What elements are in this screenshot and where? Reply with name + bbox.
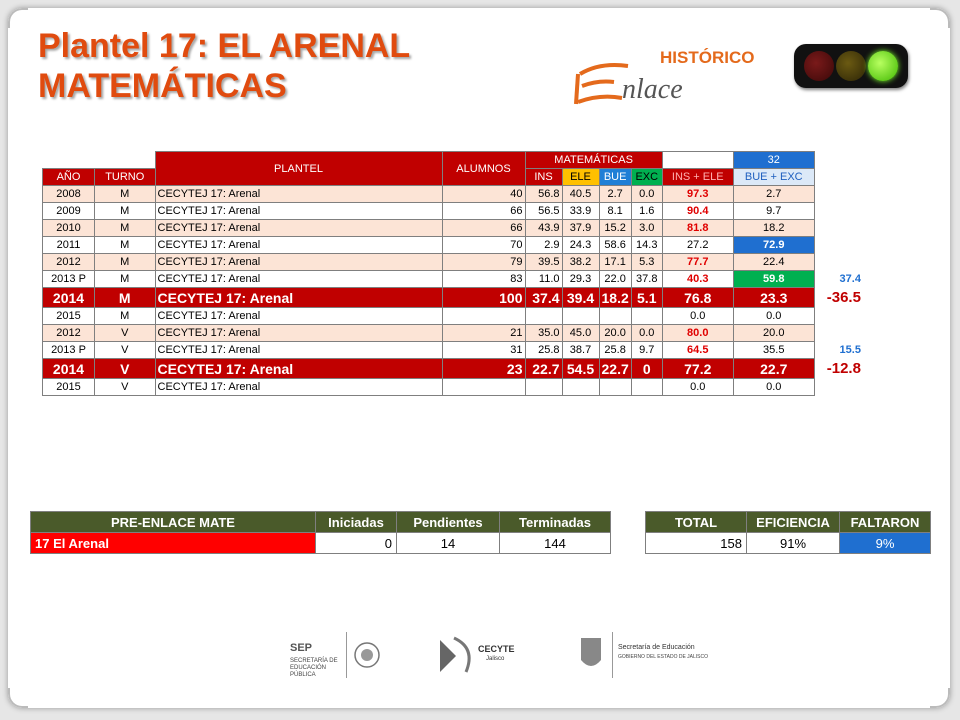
alumnos-cell: 23 (442, 359, 525, 379)
difference-cell (814, 379, 863, 396)
anio-cell: 2009 (43, 203, 95, 220)
ins-cell: 11.0 (525, 271, 562, 288)
secretaria-logo-text: Secretaría de Educación (618, 644, 695, 651)
ins-ele-cell: 97.3 (662, 186, 733, 203)
mexico-seal-icon (352, 628, 382, 682)
exc-cell: 37.8 (631, 271, 662, 288)
pre-iniciadas: 0 (316, 533, 397, 554)
ins-cell: 56.5 (525, 203, 562, 220)
corner-frame (930, 8, 950, 28)
bue-cell: 22.7 (599, 359, 631, 379)
page-title (38, 26, 410, 106)
bue-exc-cell: 72.9 (733, 237, 814, 254)
turno-cell: M (95, 186, 156, 203)
red-light-icon (804, 51, 834, 81)
alumnos-cell (442, 379, 525, 396)
ins-cell: 37.4 (525, 288, 562, 308)
anio-cell: 2013 P (43, 271, 95, 288)
ele-cell: 37.9 (562, 220, 599, 237)
title-line-1: Plantel 17: EL ARENAL (38, 27, 411, 65)
header-number: 32 (733, 152, 814, 169)
table-row (43, 359, 864, 379)
exc-cell: 5.1 (631, 288, 662, 308)
ins-ele-cell: 27.2 (662, 237, 733, 254)
alumnos-cell: 31 (442, 342, 525, 359)
difference-cell: -12.8 (826, 360, 861, 377)
header-exc: EXC (631, 169, 662, 186)
turno-cell: V (95, 342, 156, 359)
pre-gap (611, 512, 646, 533)
ins-cell: 39.5 (525, 254, 562, 271)
ins-ele-cell: 76.8 (662, 288, 733, 308)
bue-exc-cell: 22.4 (733, 254, 814, 271)
alumnos-cell: 100 (442, 288, 525, 308)
cecyte-logo-text: CECYTE (478, 644, 515, 654)
pre-name: 17 El Arenal (31, 533, 316, 554)
pre-header-eficiencia: EFICIENCIA (747, 512, 840, 533)
difference-cell: -36.5 (826, 289, 861, 306)
corner-frame (930, 688, 950, 708)
header-ins-ele: INS + ELE (662, 169, 733, 186)
bue-cell: 17.1 (599, 254, 631, 271)
bue-cell: 2.7 (599, 186, 631, 203)
bue-exc-cell: 0.0 (733, 379, 814, 396)
exc-cell: 1.6 (631, 203, 662, 220)
difference-cell (814, 308, 863, 325)
difference-cell (814, 254, 863, 271)
plantel-cell: CECYTEJ 17: Arenal (155, 379, 442, 396)
bue-cell: 18.2 (599, 288, 631, 308)
ins-ele-cell: 80.0 (662, 325, 733, 342)
bue-cell: 58.6 (599, 237, 631, 254)
enlace-logo (570, 54, 720, 118)
pre-header-faltaron: FALTARON (840, 512, 931, 533)
header-ins: INS (525, 169, 562, 186)
ins-ele-cell: 64.5 (662, 342, 733, 359)
exc-cell: 0.0 (631, 186, 662, 203)
ins-ele-cell: 81.8 (662, 220, 733, 237)
historico-label: HISTÓRICO (660, 48, 755, 67)
sep-logo-text: SEP (290, 642, 313, 654)
cecyte-logo-subtext: Jalisco (486, 656, 505, 662)
ele-cell: 54.5 (562, 359, 599, 379)
ele-cell (562, 308, 599, 325)
header-bue: BUE (599, 169, 631, 186)
ele-cell: 38.2 (562, 254, 599, 271)
anio-cell: 2010 (43, 220, 95, 237)
bue-cell: 20.0 (599, 325, 631, 342)
anio-cell: 2012 (43, 254, 95, 271)
turno-cell: V (95, 379, 156, 396)
ele-cell: 33.9 (562, 203, 599, 220)
ins-cell: 22.7 (525, 359, 562, 379)
ins-ele-cell: 0.0 (662, 308, 733, 325)
ele-cell: 40.5 (562, 186, 599, 203)
table-row (43, 203, 864, 220)
green-light-icon (868, 51, 898, 81)
plantel-cell: CECYTEJ 17: Arenal (155, 237, 442, 254)
pre-total: 158 (646, 533, 747, 554)
ins-cell: 2.9 (525, 237, 562, 254)
ins-cell (525, 379, 562, 396)
alumnos-cell: 70 (442, 237, 525, 254)
historical-table (42, 151, 864, 396)
turno-cell: M (95, 203, 156, 220)
enlace-logo-text: nlace (622, 74, 683, 105)
anio-cell: 2013 P (43, 342, 95, 359)
table-row (43, 308, 864, 325)
table-row (43, 342, 864, 359)
header-turno: TURNO (95, 169, 156, 186)
exc-cell: 14.3 (631, 237, 662, 254)
bue-cell: 8.1 (599, 203, 631, 220)
plantel-cell: CECYTEJ 17: Arenal (155, 186, 442, 203)
ins-ele-cell: 77.2 (662, 359, 733, 379)
ele-cell: 39.4 (562, 288, 599, 308)
plantel-cell: CECYTEJ 17: Arenal (155, 359, 442, 379)
exc-cell: 9.7 (631, 342, 662, 359)
alumnos-cell (442, 308, 525, 325)
plantel-cell: CECYTEJ 17: Arenal (155, 288, 442, 308)
logo-divider (612, 632, 613, 678)
difference-cell (814, 237, 863, 254)
table-row (43, 379, 864, 396)
historical-table-body (43, 186, 864, 396)
ins-cell (525, 308, 562, 325)
table-row (43, 237, 864, 254)
ele-cell: 29.3 (562, 271, 599, 288)
header-plantel: PLANTEL (155, 152, 442, 186)
alumnos-cell: 79 (442, 254, 525, 271)
pre-enlace-table (30, 511, 931, 554)
table-row (43, 186, 864, 203)
table-row (43, 325, 864, 342)
ele-cell: 24.3 (562, 237, 599, 254)
difference-cell (814, 203, 863, 220)
ins-cell: 35.0 (525, 325, 562, 342)
bue-exc-cell: 9.7 (733, 203, 814, 220)
ele-cell (562, 379, 599, 396)
header-alumnos: ALUMNOS (442, 152, 525, 186)
bue-cell (599, 308, 631, 325)
bue-exc-cell: 20.0 (733, 325, 814, 342)
pre-faltaron: 9% (840, 533, 931, 554)
difference-cell (814, 186, 863, 203)
plantel-cell: CECYTEJ 17: Arenal (155, 271, 442, 288)
turno-cell: M (95, 220, 156, 237)
table-row (43, 254, 864, 271)
pre-header-terminadas: Terminadas (500, 512, 611, 533)
anio-cell: 2014 (43, 359, 95, 379)
alumnos-cell: 66 (442, 203, 525, 220)
ins-cell: 43.9 (525, 220, 562, 237)
yellow-light-icon (836, 51, 866, 81)
bue-cell (599, 379, 631, 396)
bue-cell: 22.0 (599, 271, 631, 288)
turno-cell: M (95, 254, 156, 271)
plantel-cell: CECYTEJ 17: Arenal (155, 203, 442, 220)
difference-cell (814, 220, 863, 237)
corner-frame (8, 8, 28, 28)
anio-cell: 2008 (43, 186, 95, 203)
plantel-cell: CECYTEJ 17: Arenal (155, 342, 442, 359)
pre-gap (611, 533, 646, 554)
anio-cell: 2012 (43, 325, 95, 342)
bue-exc-cell: 0.0 (733, 308, 814, 325)
anio-cell: 2015 (43, 379, 95, 396)
exc-cell: 3.0 (631, 220, 662, 237)
bue-exc-cell: 22.7 (733, 359, 814, 379)
title-line-2: MATEMÁTICAS (38, 67, 287, 105)
header-bue-exc: BUE + EXC (733, 169, 814, 186)
header-ele: ELE (562, 169, 599, 186)
ins-cell: 25.8 (525, 342, 562, 359)
pre-terminadas: 144 (500, 533, 611, 554)
bue-exc-cell: 2.7 (733, 186, 814, 203)
alumnos-cell: 40 (442, 186, 525, 203)
logo-divider (346, 632, 347, 678)
pre-header-iniciadas: Iniciadas (316, 512, 397, 533)
header-materia: MATEMÁTICAS (525, 152, 662, 169)
difference-cell: 37.4 (839, 273, 861, 285)
pre-header-pendientes: Pendientes (397, 512, 500, 533)
plantel-cell: CECYTEJ 17: Arenal (155, 254, 442, 271)
ins-ele-cell: 40.3 (662, 271, 733, 288)
table-row (43, 220, 864, 237)
header-blank (662, 152, 733, 169)
alumnos-cell: 83 (442, 271, 525, 288)
ele-cell: 38.7 (562, 342, 599, 359)
sep-logo-subtext: SECRETARÍA DE EDUCACIÓN PÚBLICA (290, 658, 338, 678)
plantel-cell: CECYTEJ 17: Arenal (155, 220, 442, 237)
pre-pendientes: 14 (397, 533, 500, 554)
table-row (43, 288, 864, 308)
turno-cell: V (95, 325, 156, 342)
ele-cell: 45.0 (562, 325, 599, 342)
bue-exc-cell: 35.5 (733, 342, 814, 359)
bue-exc-cell: 18.2 (733, 220, 814, 237)
jalisco-shield-icon (578, 628, 604, 682)
turno-cell: M (95, 308, 156, 325)
bue-cell: 15.2 (599, 220, 631, 237)
cecyte-emblem-icon (436, 628, 478, 682)
ins-ele-cell: 77.7 (662, 254, 733, 271)
header-anio: AÑO (43, 169, 95, 186)
turno-cell: M (95, 271, 156, 288)
difference-cell: 15.5 (839, 344, 861, 356)
alumnos-cell: 21 (442, 325, 525, 342)
turno-cell: M (95, 288, 156, 308)
traffic-light-icon (794, 44, 908, 88)
pre-eficiencia: 91% (747, 533, 840, 554)
exc-cell (631, 308, 662, 325)
footer-logos (288, 628, 718, 682)
turno-cell: V (95, 359, 156, 379)
table-row (43, 271, 864, 288)
plantel-cell: CECYTEJ 17: Arenal (155, 308, 442, 325)
exc-cell: 5.3 (631, 254, 662, 271)
corner-frame (8, 688, 28, 708)
ins-ele-cell: 90.4 (662, 203, 733, 220)
bue-exc-cell: 23.3 (733, 288, 814, 308)
anio-cell: 2014 (43, 288, 95, 308)
pre-header-total: TOTAL (646, 512, 747, 533)
alumnos-cell: 66 (442, 220, 525, 237)
sep-logo (288, 628, 344, 682)
exc-cell: 0 (631, 359, 662, 379)
anio-cell: 2015 (43, 308, 95, 325)
exc-cell: 0.0 (631, 325, 662, 342)
plantel-cell: CECYTEJ 17: Arenal (155, 325, 442, 342)
secretaria-logo-subtext: GOBIERNO DEL ESTADO DE JALISCO (618, 654, 709, 660)
turno-cell: M (95, 237, 156, 254)
bue-exc-cell: 59.8 (733, 271, 814, 288)
pre-header-name: PRE-ENLACE MATE (31, 512, 316, 533)
bue-cell: 25.8 (599, 342, 631, 359)
pre-enlace-row (31, 533, 931, 554)
exc-cell (631, 379, 662, 396)
difference-cell (814, 325, 863, 342)
anio-cell: 2011 (43, 237, 95, 254)
ins-ele-cell: 0.0 (662, 379, 733, 396)
ins-cell: 56.8 (525, 186, 562, 203)
